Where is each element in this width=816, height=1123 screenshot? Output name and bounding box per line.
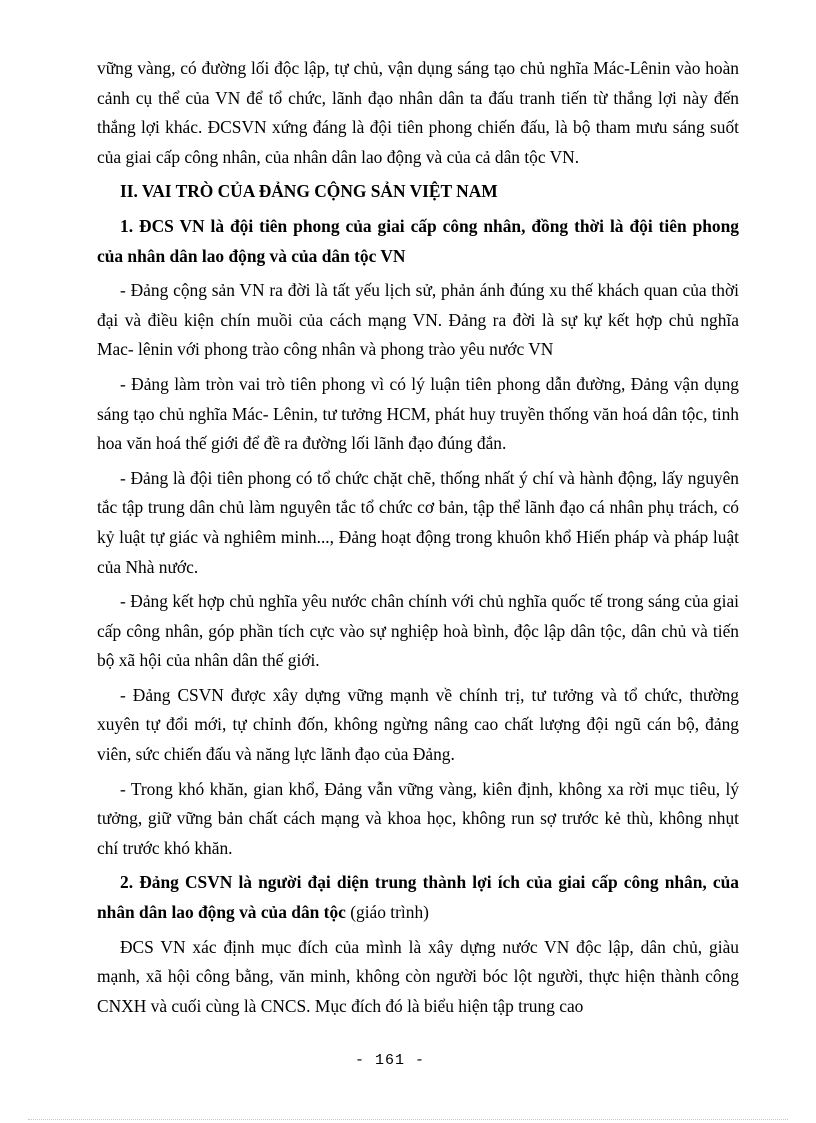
paragraph-bullet-1: - Đảng cộng sản VN ra đời là tất yếu lịch sử, phản ánh đúng xu thế khách quan của thời đại và điều kiện chín muồi của cách mạng VN. Đảng ra đời là sự kự kết hợp chủ nghĩa Mac- lênin với phong trào công nhân và phong trào yêu nước VN [97, 280, 739, 360]
subheading-2-text: 2. Đảng CSVN là người đại diện trung thành lợi ích của giai cấp công nhân, của nhân dân lao động và của dân tộc [97, 872, 739, 923]
subheading-1: 1. ĐCS VN là đội tiên phong của giai cấp công nhân, đồng thời là đội tiên phong của nhân dân lao động và của dân tộc VN [97, 215, 739, 266]
paragraph-purpose: ĐCS VN xác định mục đích của mình là xây dựng nước VN độc lập, dân chủ, giàu mạnh, xã hội công bằng, văn minh, không còn người bóc lột người, thực hiện thành công CNXH và cuối cùng là CNCS. Mục đích đó là biểu hiện tập trung cao [97, 936, 739, 1016]
subheading-2 [97, 868, 739, 927]
subheading-2-note: (giáo trình) [345, 902, 429, 923]
section-heading: II. VAI TRÒ CỦA ĐẢNG CỘNG SẢN VIỆT NAM [120, 181, 498, 202]
paragraph-bullet-6: - Trong khó khăn, gian khổ, Đảng vẫn vững vàng, kiên định, không xa rời mục tiêu, lý tưởng, giữ vững bản chất cách mạng và khoa học, không run sợ trước kẻ thù, không nhụt chí trước khó khăn. [97, 778, 739, 858]
paragraph-bullet-3: - Đảng là đội tiên phong có tổ chức chặt chẽ, thống nhất ý chí và hành động, lấy nguyên tắc tập trung dân chủ làm nguyên tắc tổ chức cơ bản, tập thể lãnh đạo cá nhân phụ trách, có kỷ luật tự giác và nghiêm minh..., Đảng hoạt động trong khuôn khổ Hiến pháp và pháp luật của Nhà nước. [97, 467, 739, 577]
page-bottom-divider [28, 1119, 788, 1120]
paragraph-bullet-2: - Đảng làm tròn vai trò tiên phong vì có lý luận tiên phong dẫn đường, Đảng vận dụng sáng tạo chủ nghĩa Mác- Lênin, tư tưởng HCM, phát huy truyền thống văn hoá dân tộc, tinh hoa văn hoá thế giới để đề ra đường lối lãnh đạo đúng đắn. [97, 373, 739, 454]
page-number: - 161 - [354, 1052, 425, 1069]
document-body [97, 54, 739, 1021]
paragraph-bullet-4: - Đảng kết hợp chủ nghĩa yêu nước chân chính với chủ nghĩa quốc tế trong sáng của giai cấp công nhân, góp phần tích cực vào sự nghiệp hoà bình, độc lập dân tộc, dân chủ và tiến bộ xã hội của nhân dân thế giới. [97, 591, 739, 671]
paragraph-bullet-5: - Đảng CSVN được xây dựng vững mạnh về chính trị, tư tưởng và tổ chức, thường xuyên tự đổi mới, tự chỉnh đốn, không ngừng nâng cao chất lượng đội ngũ cán bộ, đảng viên, sức chiến đấu và năng lực lãnh đạo của Đảng. [97, 684, 739, 765]
paragraph-intro: vững vàng, có đường lối độc lập, tự chủ, vận dụng sáng tạo chủ nghĩa Mác-Lênin vào hoàn cảnh cụ thể của VN để tổ chức, lãnh đạo nhân dân ta đấu tranh tiến từ thắng lợi này đến thắng lợi khác. ĐCSVN xứng đáng là đội tiên phong chiến đấu, là bộ tham mưu sáng suốt của giai cấp công nhân, của nhân dân lao động và của cả dân tộc VN. [97, 58, 739, 167]
